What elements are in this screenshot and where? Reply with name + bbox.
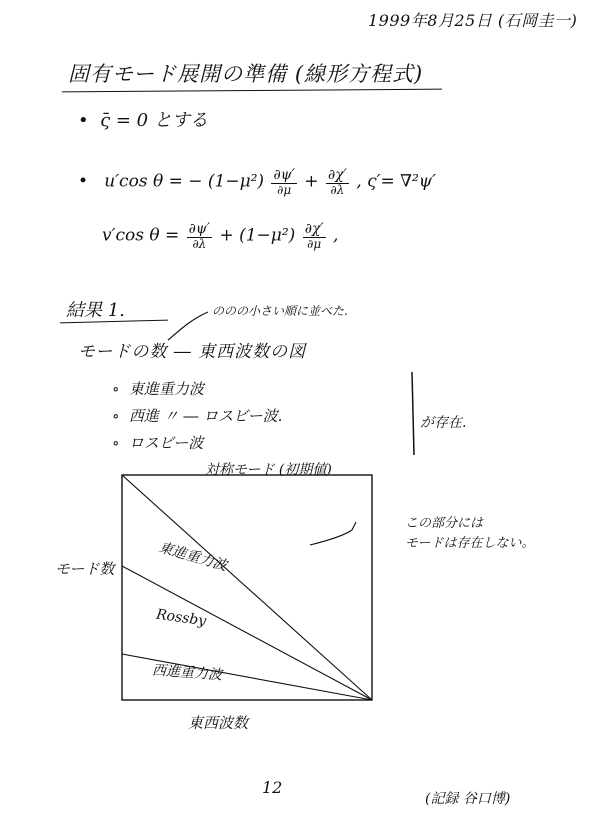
eq-lhs: u′cos θ = − (1−μ²): [104, 171, 265, 192]
bullet-text: ς̄ = 0 とする: [100, 110, 208, 131]
note-pointer-line: [168, 312, 208, 340]
region-label-east-gravity: 東進重力波: [156, 539, 229, 575]
region-label-rossby: Rossby: [155, 606, 208, 630]
boundary-line: [122, 654, 372, 700]
page-title: 固有モード展開の準備 (線形方程式): [68, 62, 424, 86]
eq-mid: + (1−μ²): [219, 225, 296, 246]
annotation-line: この部分には: [405, 516, 484, 531]
date-stamp: 1999年8月25日 (石岡圭一): [368, 11, 578, 30]
recorder-credit: (記録 谷口博): [425, 791, 511, 807]
results-heading: 結果 1.: [66, 300, 125, 321]
diagram-top-label: 対称モード (初期値): [205, 462, 332, 478]
fraction-numerator: ∂χ′: [327, 167, 347, 183]
eq-lhs: v′cos θ =: [102, 225, 180, 246]
fraction-numerator: ∂χ′: [304, 221, 324, 237]
eq-tail: ,: [333, 225, 339, 246]
circle-bullet-icon: ∘: [112, 380, 129, 398]
fraction-denominator: ∂μ: [277, 182, 292, 197]
page-number: 12: [262, 778, 283, 797]
results-subtitle: モードの数 ― 東西波数の図: [78, 342, 307, 362]
fraction-denominator: ∂λ: [192, 236, 207, 251]
bullet-dot-icon: •: [78, 171, 99, 192]
region-label-west-gravity: 西進重力波: [151, 662, 223, 684]
annotation-pointer: [310, 522, 356, 545]
list-brace: [412, 372, 414, 455]
list-item-label: 西進 〃 ― ロスビー波.: [128, 407, 283, 425]
bullet-dot-icon: •: [78, 110, 101, 131]
list-item-label: ロスビー波: [128, 434, 204, 452]
y-axis-label: モード数: [55, 560, 115, 578]
circle-bullet-icon: ∘: [112, 407, 129, 425]
fraction-denominator: ∂μ: [307, 236, 322, 251]
fraction-denominator: ∂λ: [330, 182, 345, 197]
fraction-numerator: ∂ψ′: [273, 167, 295, 183]
boundary-line: [122, 475, 372, 700]
brace-note: が存在.: [420, 415, 467, 431]
eq-operator: +: [304, 171, 319, 192]
fraction-numerator: ∂ψ′: [188, 221, 211, 237]
annotation-line: モードは存在しない。: [405, 536, 535, 552]
circle-bullet-icon: ∘: [112, 434, 129, 452]
x-axis-label: 東西波数: [188, 714, 249, 732]
ordering-note: ののの小さい順に並べた.: [212, 304, 348, 318]
eq-tail: , ς′= ∇²ψ′: [356, 171, 436, 192]
list-item-label: 東進重力波: [128, 380, 204, 398]
boundary-line: [122, 566, 372, 700]
